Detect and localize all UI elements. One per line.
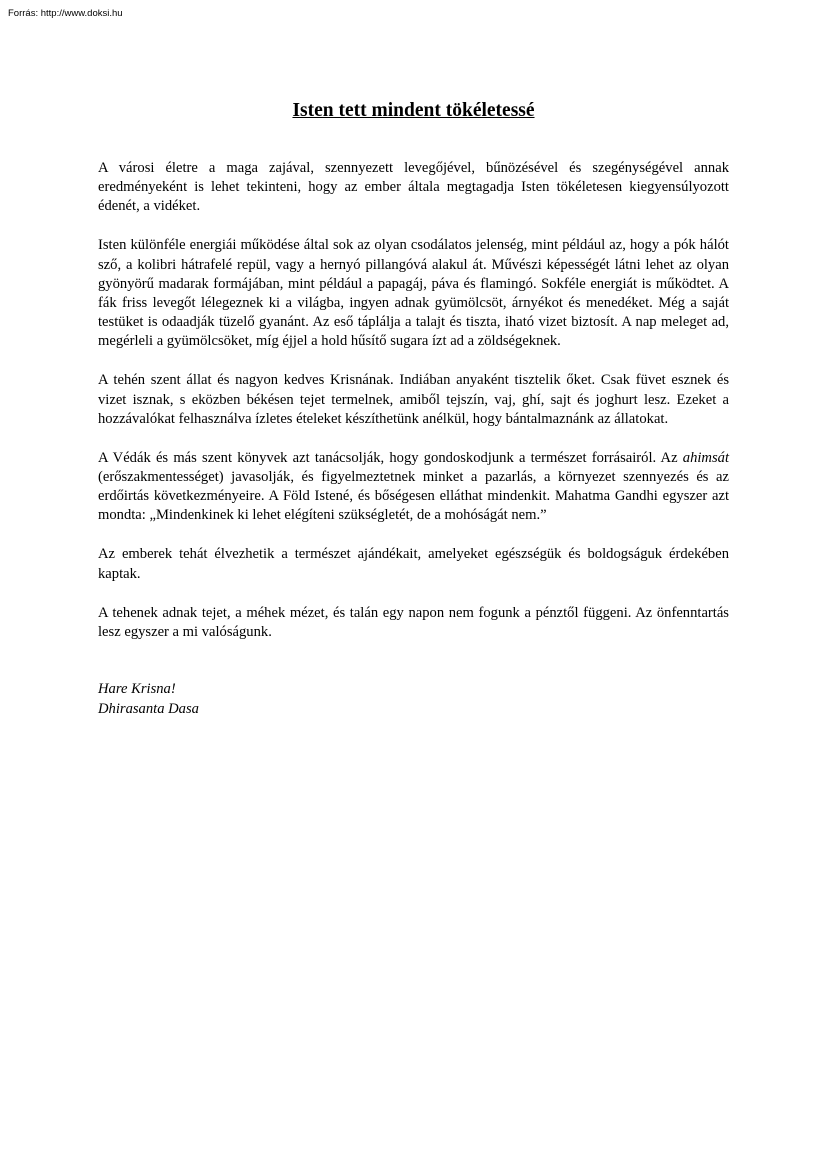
paragraph-2: Isten különféle energiái működése által sok az olyan csodálatos jelenség, mint például az, hogy a pók hálót sző, a kolibri hátrafelé repül, vagy a hernyó pillangóvá alakul át. Művészi képességét látni lehet az olyan gyönyörű madarak formájában, mint például a papagáj, páva és flamingó. Sokféle energiát is működtet. A fák friss levegőt lélegeznek ki a világba, ingyen adnak gyümölcsöt, árnyékot és menedéket. Még a saját testüket is odaadják tüzelő gyanánt. Az eső táplálja a talajt és tiszta, iható vizet biztosít. A nap meleget ad, megérleli a gyümölcsöket, míg éjjel a hold hűsítő sugara ízt ad a zöldségeknek. — [98, 237, 729, 350]
paragraph-4-text-before: A Védák és más szent könyvek azt tanácsolják, hogy gondoskodjunk a természet forrásairól. Az — [98, 449, 683, 466]
document-body — [98, 159, 729, 719]
source-header: Forrás: http://www.doksi.hu — [8, 8, 123, 19]
signature-author: Dhirasanta Dasa — [98, 700, 199, 717]
paragraph-4-text-after: (erőszakmentességet) javasolják, és figyelmeztetnek minket a pazarlás, a környezet szennyezés és az erdőirtás következményeire. A Föld Istené, és bőségesen elláthat mindenkit. Mahatma Gandhi egyszer azt mondta: „Mindenkinek ki lehet elégíteni szükségletét, de a mohóságát nem.” — [98, 469, 729, 524]
signature-greeting: Hare Krisna! — [98, 681, 176, 698]
paragraph-3: A tehén szent állat és nagyon kedves Krisnának. Indiában anyaként tisztelik őket. Csak füvet esznek és vizet isznak, s eközben békésen tejet termelnek, amiből tejszín, vaj, ghí, sajt és joghurt lesz. Ezeket a hozzávalókat felhasználva ízletes ételeket készíthetünk anélkül, hogy bántalmaznánk az állatokat. — [98, 372, 729, 427]
signature — [98, 680, 729, 719]
paragraph-6: A tehenek adnak tejet, a méhek mézet, és talán egy napon nem fogunk a pénztől függeni. Az önfenntartás lesz egyszer a mi valóságunk. — [98, 604, 729, 640]
paragraph-4-italic-term: ahimsát — [682, 449, 729, 466]
document-title: Isten tett mindent tökéletessé — [292, 100, 535, 121]
paragraph-4 — [98, 449, 729, 526]
paragraph-5: Az emberek tehát élvezhetik a természet ajándékait, amelyeket egészségük és boldogságuk érdekében kaptak. — [98, 546, 729, 582]
paragraph-1: A városi életre a maga zajával, szennyezett levegőjével, bűnözésével és szegénységével annak eredményeként is lehet tekinteni, hogy az ember általa megtagadja Isten tökéletesen kiegyensúlyozott édenét, a vidéket. — [98, 160, 729, 215]
